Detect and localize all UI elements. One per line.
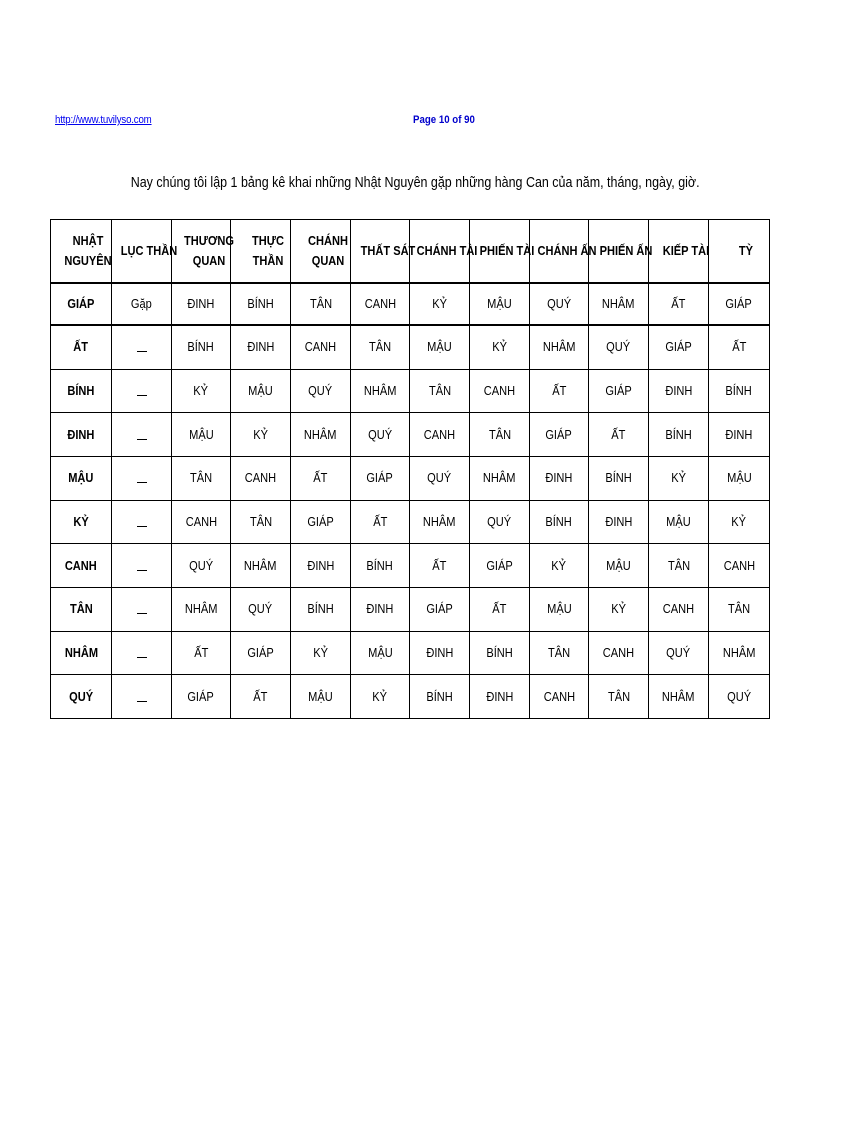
- column-header: KIẾP TÀI: [649, 220, 709, 284]
- table-cell: BÍNH: [231, 283, 291, 325]
- table-cell: CANH: [589, 631, 649, 675]
- table-cell: GIÁP: [351, 457, 410, 501]
- table-row: [51, 413, 770, 457]
- table-cell: MẬU: [589, 544, 649, 588]
- table-cell: MẬU: [530, 587, 589, 631]
- row-header: NHÂM: [51, 631, 112, 675]
- table-cell: QUÝ: [231, 587, 291, 631]
- table-cell: CANH: [649, 587, 709, 631]
- table-cell: QUÝ: [470, 500, 530, 544]
- table-cell: ẤT: [470, 587, 530, 631]
- row-header: ĐINH: [51, 413, 112, 457]
- intro-paragraph: Nay chúng tôi lập 1 bảng kê khai những Nhật Nguyên gặp những hàng Can của năm, tháng, ngày, giờ.: [130, 175, 700, 191]
- table-row: [51, 544, 770, 588]
- table-cell: BÍNH: [649, 413, 709, 457]
- table-cell: ĐINH: [351, 587, 410, 631]
- table-cell: ẤT: [172, 631, 231, 675]
- table-cell: QUÝ: [351, 413, 410, 457]
- table-cell: BÍNH: [709, 369, 770, 413]
- table-cell: CANH: [172, 500, 231, 544]
- column-header: THỰC THẦN: [231, 220, 291, 284]
- dash-mark: [137, 613, 147, 614]
- table-cell: NHÂM: [172, 587, 231, 631]
- table-row: [51, 369, 770, 413]
- table-cell: ĐINH: [231, 325, 291, 370]
- table-cell: QUÝ: [410, 457, 470, 501]
- table-cell: ĐINH: [589, 500, 649, 544]
- row-header: CANH: [51, 544, 112, 588]
- table-cell: KỶ: [172, 369, 231, 413]
- table-cell: NHÂM: [530, 325, 589, 370]
- row-header: TÂN: [51, 587, 112, 631]
- luc-than-cell: [112, 413, 172, 457]
- table-cell: MẬU: [231, 369, 291, 413]
- table-cell: KỶ: [291, 631, 351, 675]
- table-cell: TÂN: [351, 325, 410, 370]
- table-cell: ẤT: [231, 675, 291, 719]
- table-row: [51, 457, 770, 501]
- table-cell: ẤT: [410, 544, 470, 588]
- table-cell: ĐINH: [410, 631, 470, 675]
- dash-mark: [137, 701, 147, 702]
- table-cell: GIÁP: [589, 369, 649, 413]
- table-cell: QUÝ: [649, 631, 709, 675]
- luc-than-cell: [112, 457, 172, 501]
- table-cell: GIÁP: [470, 544, 530, 588]
- table-cell: NHÂM: [291, 413, 351, 457]
- column-header: CHÁNH QUAN: [291, 220, 351, 284]
- table-cell: BÍNH: [589, 457, 649, 501]
- table-cell: BÍNH: [351, 544, 410, 588]
- table-cell: ẤT: [530, 369, 589, 413]
- table-cell: NHÂM: [709, 631, 770, 675]
- luc-than-cell: [112, 369, 172, 413]
- luc-than-cell: [112, 631, 172, 675]
- table-cell: QUÝ: [172, 544, 231, 588]
- table-cell: GIÁP: [172, 675, 231, 719]
- luc-than-cell: [112, 325, 172, 370]
- column-header: PHIẾN TÀI: [470, 220, 530, 284]
- table-row: [51, 325, 770, 370]
- dash-mark: [137, 482, 147, 483]
- table-cell: MẬU: [291, 675, 351, 719]
- column-header: NHẬT NGUYÊN: [51, 220, 112, 284]
- table-cell: ĐINH: [172, 283, 231, 325]
- table-cell: NHÂM: [649, 675, 709, 719]
- table-cell: ẤT: [589, 413, 649, 457]
- table-cell: TÂN: [291, 283, 351, 325]
- table-cell: CANH: [351, 283, 410, 325]
- row-header: KỶ: [51, 500, 112, 544]
- table-cell: KỶ: [709, 500, 770, 544]
- column-header: CHÁNH TÀI: [410, 220, 470, 284]
- table-cell: MẬU: [649, 500, 709, 544]
- table-cell: CANH: [231, 457, 291, 501]
- luc-than-cell: [112, 587, 172, 631]
- table-cell: GIÁP: [649, 325, 709, 370]
- table-cell: BÍNH: [530, 500, 589, 544]
- table-cell: TÂN: [231, 500, 291, 544]
- table-cell: QUÝ: [291, 369, 351, 413]
- table-cell: QUÝ: [530, 283, 589, 325]
- luc-than-cell: [112, 544, 172, 588]
- table-cell: KỶ: [351, 675, 410, 719]
- column-header: LỤC THẦN: [112, 220, 172, 284]
- row-header: GIÁP: [51, 283, 112, 325]
- table-cell: CANH: [709, 544, 770, 588]
- column-header: PHIẾN ẤN: [589, 220, 649, 284]
- table-cell: MẬU: [470, 283, 530, 325]
- table-cell: MẬU: [410, 325, 470, 370]
- table-cell: ẤT: [291, 457, 351, 501]
- table-cell: KỶ: [231, 413, 291, 457]
- column-header: TỲ: [709, 220, 770, 284]
- table-cell: TÂN: [709, 587, 770, 631]
- row-header: QUÝ: [51, 675, 112, 719]
- row-header: BÍNH: [51, 369, 112, 413]
- website-link[interactable]: http://www.tuvilyso.com: [55, 114, 152, 126]
- column-header: THẤT SÁT: [351, 220, 410, 284]
- dash-mark: [137, 526, 147, 527]
- table-cell: ẤT: [351, 500, 410, 544]
- table-cell: KỶ: [649, 457, 709, 501]
- can-table: [50, 219, 770, 719]
- table-cell: BÍNH: [410, 675, 470, 719]
- luc-than-cell: [112, 500, 172, 544]
- table-cell: NHÂM: [231, 544, 291, 588]
- luc-than-cell: [112, 675, 172, 719]
- table-cell: ĐINH: [470, 675, 530, 719]
- page-number: Page 10 of 90: [413, 114, 475, 126]
- table-cell: KỶ: [410, 283, 470, 325]
- luc-than-cell: Gặp: [112, 283, 172, 325]
- table-cell: GIÁP: [231, 631, 291, 675]
- table-cell: BÍNH: [291, 587, 351, 631]
- table-cell: KỶ: [589, 587, 649, 631]
- table-cell: ẤT: [649, 283, 709, 325]
- table-cell: CANH: [291, 325, 351, 370]
- table-cell: TÂN: [172, 457, 231, 501]
- table-cell: KỶ: [470, 325, 530, 370]
- table-cell: MẬU: [351, 631, 410, 675]
- table-cell: QUÝ: [709, 675, 770, 719]
- table-cell: QUÝ: [589, 325, 649, 370]
- table-row: [51, 587, 770, 631]
- table-cell: GIÁP: [709, 283, 770, 325]
- table-header-row: [51, 220, 770, 284]
- table-cell: NHÂM: [351, 369, 410, 413]
- table-cell: GIÁP: [291, 500, 351, 544]
- table-cell: KỶ: [530, 544, 589, 588]
- table-cell: ẤT: [709, 325, 770, 370]
- table-cell: ĐINH: [709, 413, 770, 457]
- dash-mark: [137, 657, 147, 658]
- dash-mark: [137, 439, 147, 440]
- table-cell: TÂN: [589, 675, 649, 719]
- dash-mark: [137, 570, 147, 571]
- table-cell: MẬU: [172, 413, 231, 457]
- row-header: MẬU: [51, 457, 112, 501]
- table-cell: BÍNH: [470, 631, 530, 675]
- table-row: [51, 283, 770, 325]
- table-row: [51, 675, 770, 719]
- table-cell: CANH: [470, 369, 530, 413]
- table-cell: TÂN: [649, 544, 709, 588]
- table-row: [51, 500, 770, 544]
- column-header: THƯƠNG QUAN: [172, 220, 231, 284]
- dash-mark: [137, 395, 147, 396]
- table-cell: NHÂM: [470, 457, 530, 501]
- table-cell: CANH: [410, 413, 470, 457]
- dash-mark: [137, 351, 147, 352]
- table-row: [51, 631, 770, 675]
- table-cell: TÂN: [530, 631, 589, 675]
- table-cell: TÂN: [470, 413, 530, 457]
- table-cell: ĐINH: [291, 544, 351, 588]
- table-cell: ĐINH: [649, 369, 709, 413]
- table-cell: GIÁP: [530, 413, 589, 457]
- table-cell: TÂN: [410, 369, 470, 413]
- table-cell: BÍNH: [172, 325, 231, 370]
- table-cell: CANH: [530, 675, 589, 719]
- table-cell: NHÂM: [410, 500, 470, 544]
- row-header: ẤT: [51, 325, 112, 370]
- table-cell: GIÁP: [410, 587, 470, 631]
- table-cell: NHÂM: [589, 283, 649, 325]
- table-cell: MẬU: [709, 457, 770, 501]
- table-cell: ĐINH: [530, 457, 589, 501]
- column-header: CHÁNH ẤN: [530, 220, 589, 284]
